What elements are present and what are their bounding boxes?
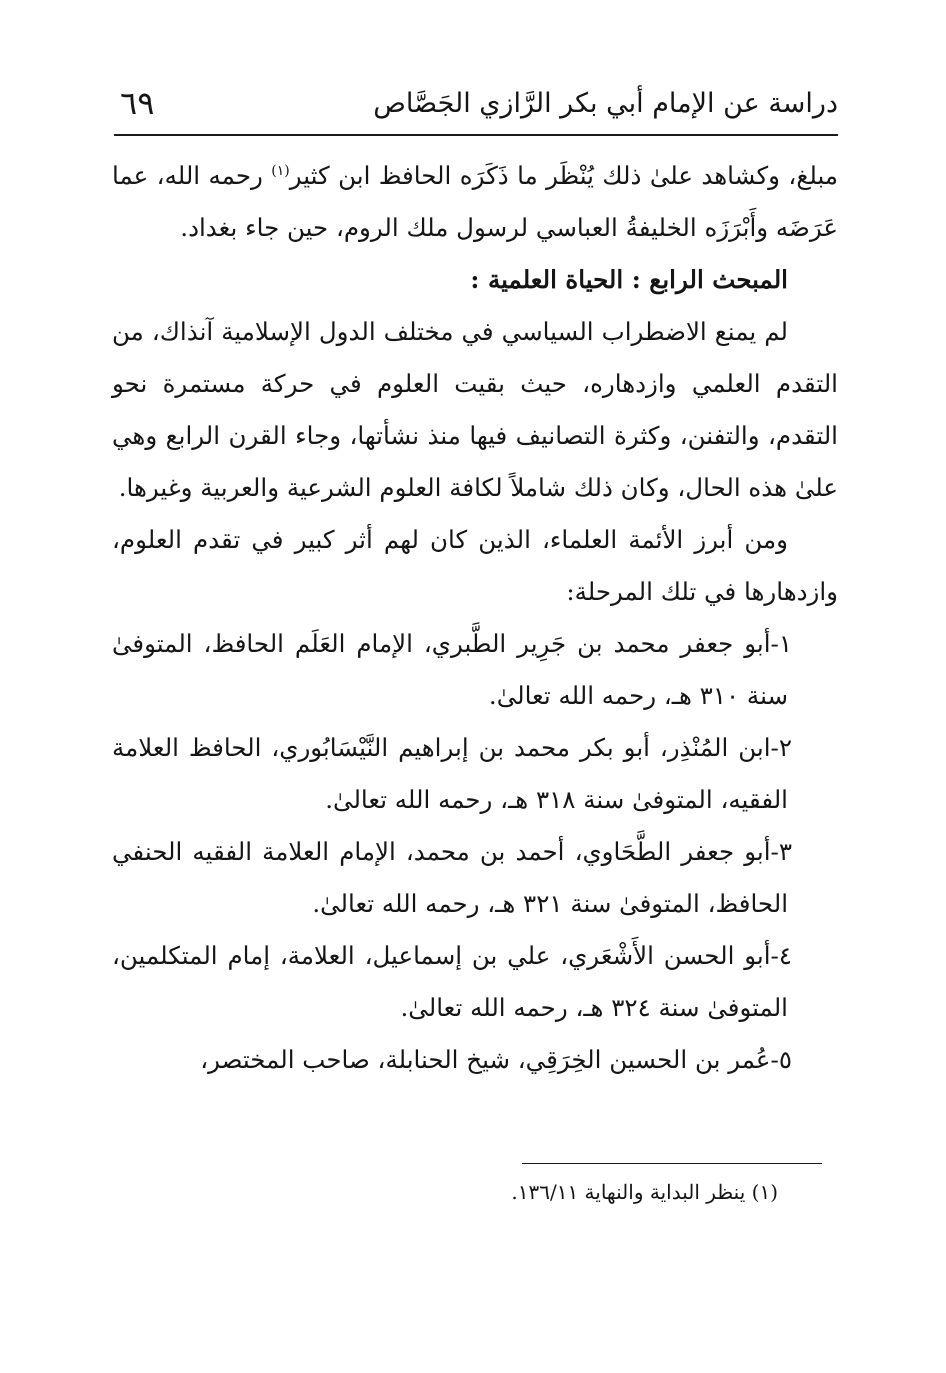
list-item: ٣-أبو جعفر الطَّحَاوي، أحمد بن محمد، الإمام العلامة الفقيه الحنفي الحافظ، المتوفىٰ سنة ٣٢١ هـ، رحمه الله تعالىٰ. [112,837,792,918]
footnote: (١) ينظر البداية والنهاية ١٣٦/١١. [511,1180,778,1204]
footnote-marker: (١) [271,162,290,179]
list-item: ١-أبو جعفر محمد بن جَرِير الطَّبري، الإمام العَلَم الحافظ، المتوفىٰ سنة ٣١٠ هـ، رحمه الله تعالىٰ. [112,629,792,710]
list-item: ٤-أبو الحسن الأَشْعَري، علي بن إسماعيل، العلامة، إمام المتكلمين، المتوفىٰ سنة ٣٢٤ هـ، رحمه الله تعالىٰ. [112,941,792,1022]
list-item: ٢-ابن المُنْذِر، أبو بكر محمد بن إبراهيم النَّيْسَابُوري، الحافظ العلامة الفقيه، المتوفىٰ سنة ٣١٨ هـ، رحمه الله تعالىٰ. [112,733,792,814]
paragraph-1: مبلغ، وكشاهد علىٰ ذلك يُنْظَر ما ذَكَرَه الحافظ ابن كثير$^{(١)}$ رحمه الله، عما عَرَضَه وأَبْرَزَه الخليفةُ العباسي لرسول ملك الروم، حين جاء بغداد. [112,161,838,242]
paragraph-2: لم يمنع الاضطراب السياسي في مختلف الدول الإسلامية آنذاك، من التقدم العلمي وازدهاره، حيث بقيت العلوم في حركة مستمرة نحو التقدم، والتفنن، وكثرة التصانيف فيها منذ نشأتها، وجاء القرن الرابع وهي علىٰ هذه الحال، وكان ذلك شاملاً لكافة العلوم الشرعية والعربية وغيرها. [112,317,838,502]
section-title: المبحث الرابع : الحياة العلمية : [470,265,788,294]
paragraph-3: ومن أبرز الأئمة العلماء، الذين كان لهم أثر كبير في تقدم العلوم، وازدهارها في تلك المرحلة: [112,525,838,606]
footnote-rule [522,1163,822,1164]
running-title: دراسة عن الإمام أبي بكر الرَّازي الجَصَّاص [373,88,838,119]
page-body [112,150,838,1086]
page-header [112,86,838,126]
list-item: ٥-عُمر بن الحسين الخِرَقِي، شيخ الحنابلة، صاحب المختصر، [200,1045,792,1074]
header-rule [114,134,838,136]
page-number: ٦٩ [120,84,155,122]
